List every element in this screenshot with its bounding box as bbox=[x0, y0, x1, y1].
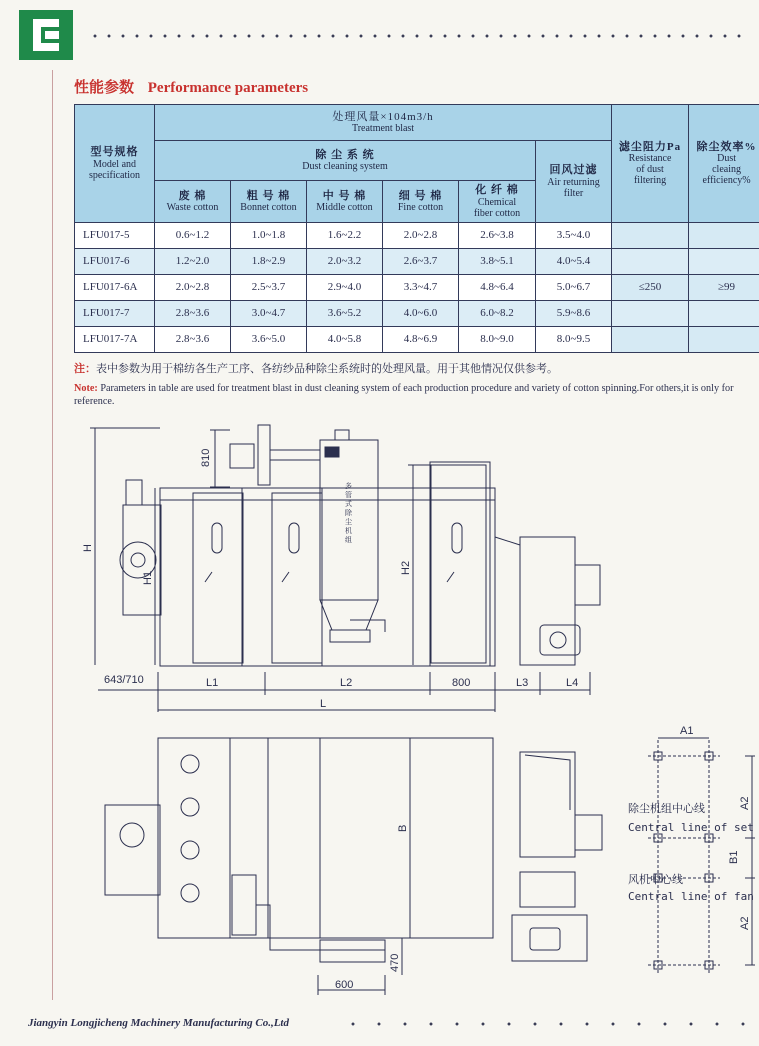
efficiency-value: ≥99 bbox=[689, 275, 759, 301]
table-row: LFU017-6A 2.0~2.8 2.5~3.7 2.9~4.0 3.3~4.7 4.8~6.4 5.0~6.7 ≤250 ≥99 bbox=[75, 275, 759, 301]
dim-470: 470 bbox=[389, 953, 401, 972]
dim-a2-bottom: A2 bbox=[739, 916, 751, 930]
sub-header-bonnet: 粗 号 棉 Bonnet cotton bbox=[231, 181, 307, 223]
dim-b: B bbox=[397, 824, 409, 832]
dim-l2: L2 bbox=[340, 677, 353, 689]
dim-h2: H2 bbox=[400, 560, 412, 575]
unit-label-2: 管 bbox=[345, 491, 352, 499]
dim-h1: H1 bbox=[142, 570, 154, 585]
treatment-header: 处理风量×104m3/h Treatment blast bbox=[155, 105, 612, 141]
dim-643: 643/710 bbox=[104, 674, 144, 686]
table-row: LFU017-5 0.6~1.2 1.0~1.8 1.6~2.2 2.0~2.8 2.6~3.8 3.5~4.0 bbox=[75, 223, 759, 249]
dim-a1: A1 bbox=[680, 725, 694, 737]
resistance-header: 滤尘阻力Pa Resistance of dust filtering bbox=[612, 105, 689, 223]
sub-header-chemical: 化 纤 棉 Chemical fiber cotton bbox=[459, 181, 536, 223]
note-en: Note: Parameters in table are used for treatment blast in dust cleaning system of each production procedure and variety of cotton spinning.For others,it is only for reference. bbox=[74, 383, 734, 407]
unit-label-6: 机 bbox=[345, 527, 352, 535]
note-cn: 注：表中参数为用于棉纺各生产工序、各纺纱品种除尘系统时的处理风量。用于其他情况仅供参考。 bbox=[74, 363, 558, 375]
dust-system-header: 除 尘 系 统 Dust cleaning system bbox=[155, 141, 536, 181]
unit-label-1: 多 bbox=[345, 482, 352, 490]
dim-h: H bbox=[82, 544, 94, 552]
central-set-en: Central line of set bbox=[628, 821, 754, 834]
unit-label-4: 除 bbox=[345, 509, 352, 517]
central-fan-cn: 风机中心线 bbox=[628, 873, 683, 886]
central-fan-en: Central line of fan bbox=[628, 890, 754, 903]
dim-800: 800 bbox=[452, 677, 471, 689]
sub-header-waste: 废 棉 Waste cotton bbox=[155, 181, 231, 223]
company-footer: Jiangyin Longjicheng Machinery Manufacturing Co.,Ltd bbox=[28, 1017, 289, 1029]
unit-label-5: 尘 bbox=[345, 518, 352, 526]
return-filter-header: 回风过滤 Air returning filter bbox=[536, 141, 612, 223]
dim-600: 600 bbox=[335, 979, 354, 991]
dim-l1: L1 bbox=[206, 677, 219, 689]
dim-810: 810 bbox=[200, 448, 212, 467]
model-header: 型号规格 Model and specification bbox=[75, 105, 155, 223]
table-row: LFU017-7 2.8~3.6 3.0~4.7 3.6~5.2 4.0~6.0 6.0~8.2 5.9~8.6 bbox=[75, 301, 759, 327]
sub-header-middle: 中 号 棉 Middle cotton bbox=[307, 181, 383, 223]
unit-label-7: 组 bbox=[345, 536, 352, 544]
sub-header-fine: 细 号 棉 Fine cotton bbox=[383, 181, 459, 223]
plan-view bbox=[105, 738, 602, 995]
table-row: LFU017-6 1.2~2.0 1.8~2.9 2.0~3.2 2.6~3.7 3.8~5.1 4.0~5.4 bbox=[75, 249, 759, 275]
footer-dots bbox=[340, 1022, 750, 1026]
section-title-en: Performance parameters bbox=[147, 80, 309, 96]
table-row: LFU017-7A 2.8~3.6 3.6~5.0 4.0~5.8 4.8~6.9 8.0~9.0 8.0~9.5 bbox=[75, 327, 759, 353]
dim-b1: B1 bbox=[728, 850, 740, 864]
efficiency-header: 除尘效率% Dust cleaing efficiency% bbox=[689, 105, 759, 223]
dim-l4: L4 bbox=[566, 677, 579, 689]
centerline-diagram bbox=[648, 740, 720, 975]
resistance-value: ≤250 bbox=[612, 275, 689, 301]
dim-a2-top: A2 bbox=[739, 796, 751, 810]
unit-label-3: 式 bbox=[345, 500, 352, 508]
section-title-cn: 性能参数 bbox=[74, 80, 135, 96]
dim-l3: L3 bbox=[516, 677, 529, 689]
dim-l: L bbox=[320, 698, 327, 710]
central-set-cn: 除尘机组中心线 bbox=[628, 802, 705, 815]
elevation-view bbox=[90, 425, 600, 712]
